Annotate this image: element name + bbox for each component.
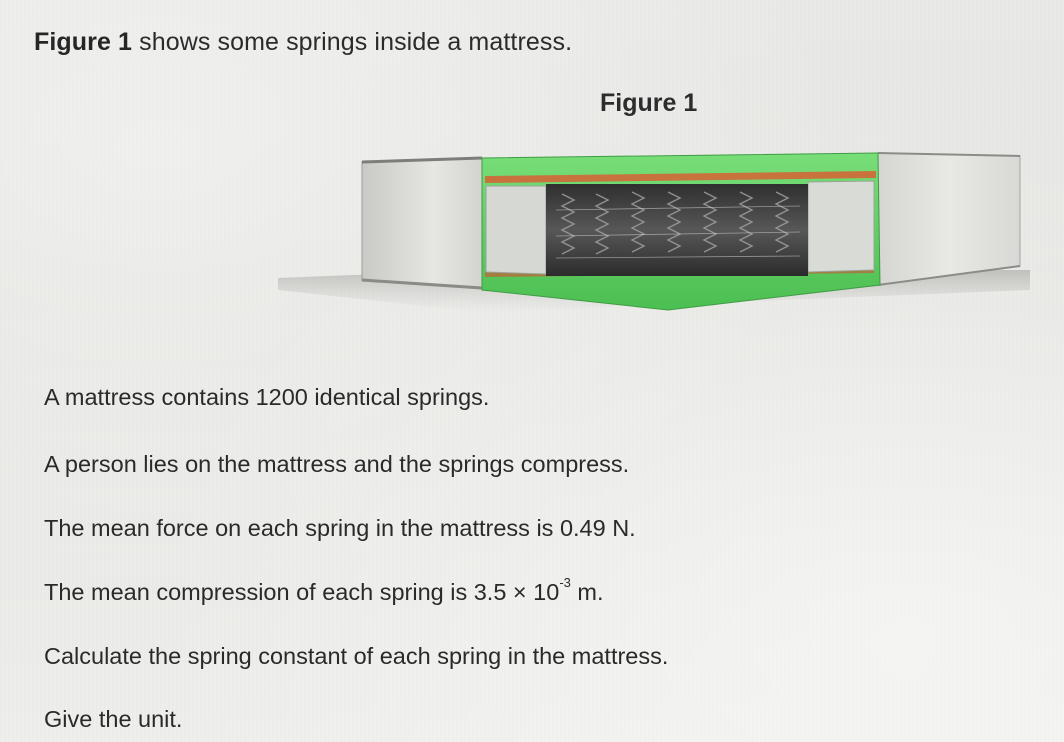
question-line-calculate: Calculate the spring constant of each spring in the mattress. bbox=[44, 643, 669, 669]
question-line-springs-count: A mattress contains 1200 identical springs. bbox=[44, 384, 490, 410]
mattress-illustration bbox=[270, 140, 1030, 320]
inner-right-panel bbox=[808, 181, 874, 272]
intro-text: shows some springs inside a mattress. bbox=[132, 28, 573, 56]
compression-prefix: The mean compression of each spring is 3.5 × 10 bbox=[44, 579, 560, 605]
figure-caption: Figure 1 bbox=[600, 89, 698, 117]
spring-core bbox=[546, 184, 808, 276]
question-line-unit: Give the unit. bbox=[44, 706, 183, 732]
question-line-person: A person lies on the mattress and the springs compress. bbox=[44, 451, 630, 477]
question-line-force: The mean force on each spring in the mattress is 0.49 N. bbox=[44, 515, 636, 541]
figure-reference: Figure 1 bbox=[34, 28, 133, 56]
inner-left-panel bbox=[486, 186, 546, 274]
compression-exponent: -3 bbox=[559, 575, 571, 591]
right-cover-block bbox=[878, 153, 1020, 285]
question-line-compression bbox=[44, 575, 604, 606]
compression-suffix: m. bbox=[570, 579, 604, 605]
left-cover-block bbox=[362, 158, 482, 288]
intro-sentence bbox=[34, 28, 572, 57]
